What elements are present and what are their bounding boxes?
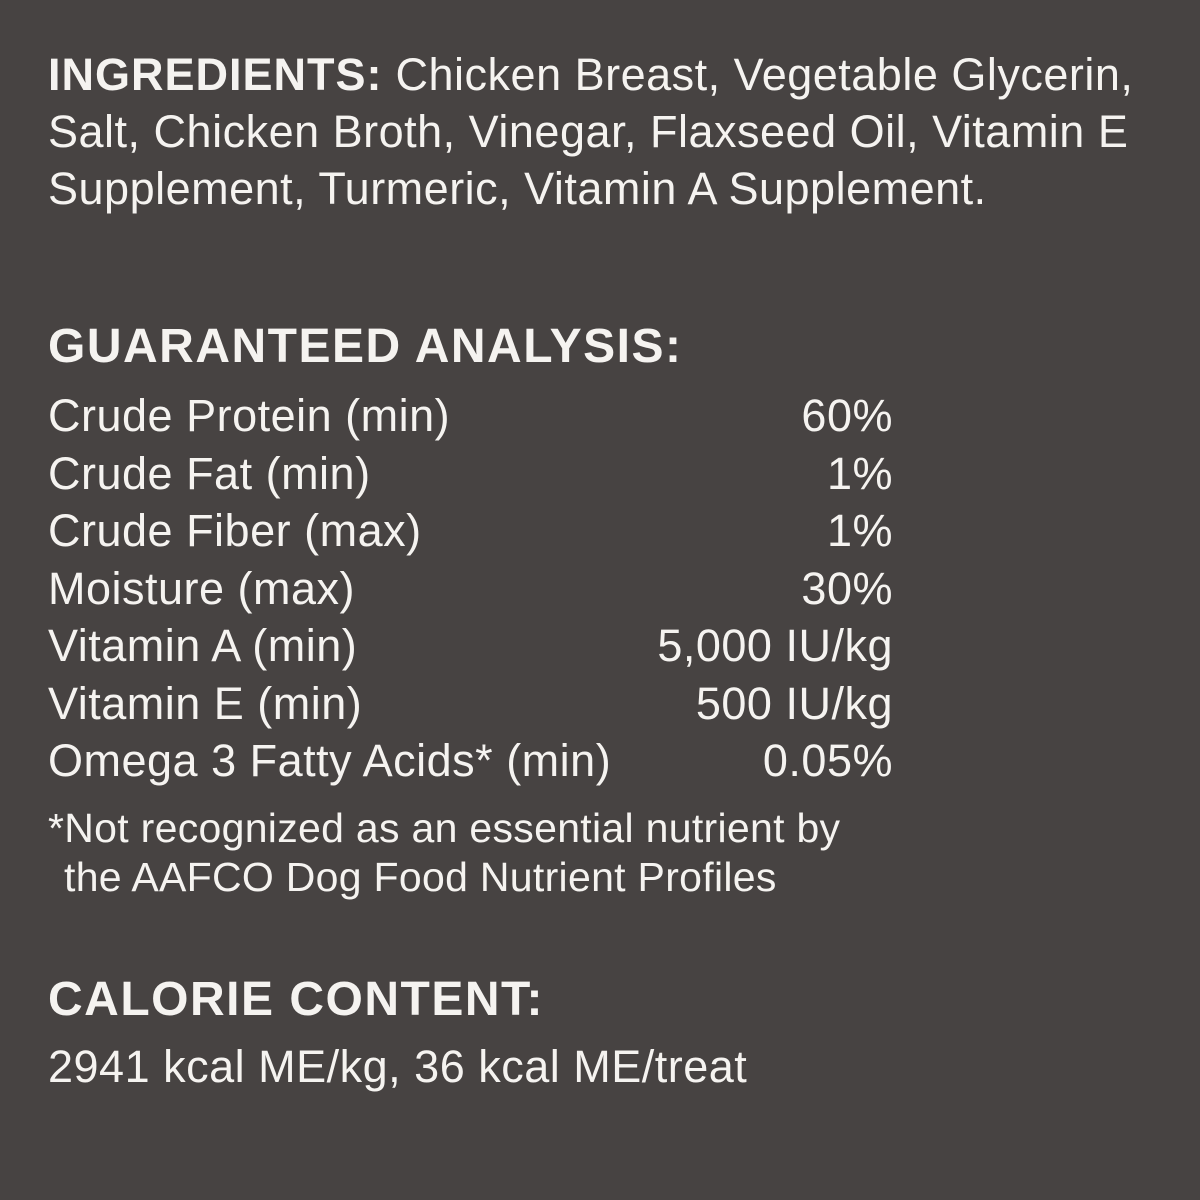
guaranteed-analysis-heading: GUARANTEED ANALYSIS:	[48, 320, 683, 373]
calorie-content-heading: CALORIE CONTENT:	[48, 972, 544, 1026]
aafco-footnote	[48, 804, 1152, 902]
analysis-row-value: 5,000 IU/kg	[657, 620, 893, 671]
calorie-content-value: 2941 kcal ME/kg, 36 kcal ME/treat	[48, 1040, 748, 1092]
analysis-row-value: 30%	[801, 562, 893, 614]
table-row	[48, 560, 893, 618]
analysis-row-label: Crude Fat (min)	[48, 447, 371, 499]
table-row	[48, 502, 893, 560]
analysis-row-label: Crude Fiber (max)	[48, 505, 422, 556]
table-row	[48, 387, 893, 445]
analysis-row-label: Moisture (max)	[48, 562, 356, 614]
footnote-line-2: the AAFCO Dog Food Nutrient Profiles	[64, 853, 777, 900]
table-row	[48, 732, 893, 790]
table-row	[48, 445, 893, 503]
ingredients-heading: INGREDIENTS:	[48, 49, 383, 100]
analysis-row-label: Vitamin A (min)	[48, 620, 358, 671]
ingredients-list: Chicken Breast, Vegetable Glycerin, Salt, Chicken Broth, Vinegar, Flaxseed Oil, Vitamin E Supplement, Turmeric, Vitamin A Supplement.	[48, 49, 1134, 214]
analysis-row-label: Vitamin E (min)	[48, 677, 363, 729]
analysis-row-value: 1%	[826, 447, 893, 499]
table-row	[48, 617, 893, 675]
analysis-row-value: 1%	[826, 505, 893, 556]
guaranteed-analysis-table	[48, 387, 893, 790]
analysis-row-label: Omega 3 Fatty Acids* (min)	[48, 735, 612, 786]
analysis-row-value: 0.05%	[762, 735, 893, 786]
footnote-line-1: *Not recognized as an essential nutrient by	[48, 804, 841, 851]
table-row	[48, 675, 893, 733]
analysis-row-value: 500 IU/kg	[695, 677, 893, 729]
ingredients-paragraph	[48, 46, 1152, 217]
analysis-row-label: Crude Protein (min)	[48, 390, 451, 441]
analysis-row-value: 60%	[801, 390, 893, 441]
